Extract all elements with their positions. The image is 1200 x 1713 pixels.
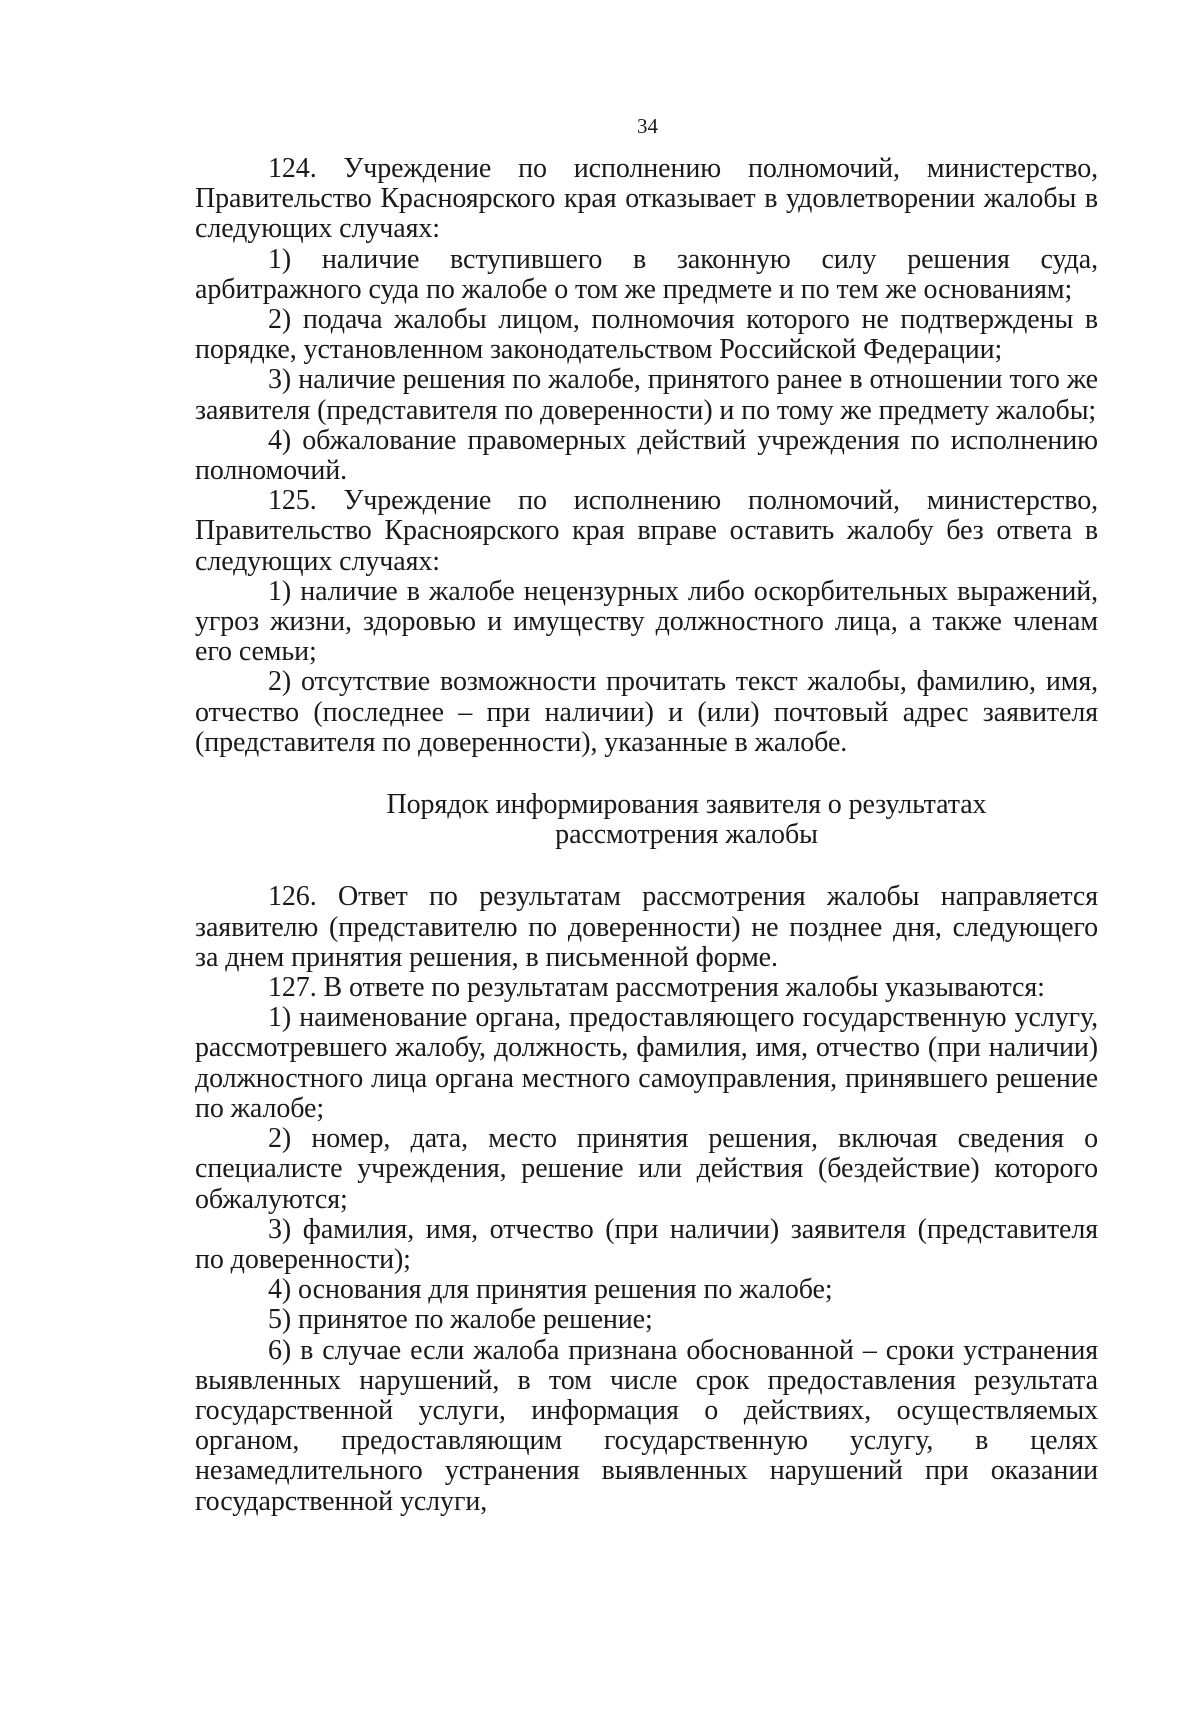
- paragraph-127: 127. В ответе по результатам рассмотрения жалобы указываются:: [268, 972, 1045, 1004]
- page-number: 34: [637, 114, 658, 138]
- paragraph-125: 125. Учреждение по исполнению полномочий, министерство, Правительство Красноярского края вправе оставить жалобу без ответа в следующих случаях:: [195, 485, 1098, 577]
- paragraph-125-item-2: 2) отсутствие возможности прочитать текст жалобы, фамилию, имя, отчество (последнее – при наличии) и (или) почтовый адрес заявителя (представителя по доверенности), указанные в жалобе.: [195, 666, 1098, 758]
- paragraph-124-item-4: 4) обжалование правомерных действий учреждения по исполнению полномочий.: [195, 424, 1098, 487]
- paragraph-127-item-5: 5) принятое по жалобе решение;: [268, 1304, 653, 1336]
- paragraph-124: 124. Учреждение по исполнению полномочий, министерство, Правительство Красноярского края отказывает в удовлетворении жалобы в следующих случаях:: [195, 153, 1098, 245]
- section-heading-line-1: Порядок информирования заявителя о результатах: [386, 789, 987, 821]
- section-heading-line-2: рассмотрения жалобы: [555, 819, 818, 851]
- paragraph-124-item-3: 3) наличие решения по жалобе, принятого ранее в отношении того же заявителя (представителя по доверенности) и по тому же предмету жалобы;: [195, 364, 1098, 426]
- paragraph-127-item-1: 1) наименование органа, предоставляющего государственную услугу, рассмотревшего жалобу, должность, фамилия, имя, отчество (при наличии) должностного лица органа местного самоуправления, принявшего решение по жалобе;: [195, 1002, 1098, 1124]
- section-heading: [195, 790, 1098, 850]
- paragraph-124-item-2: 2) подача жалобы лицом, полномочия которого не подтверждены в порядке, установленном законодательством Российской Федерации;: [195, 304, 1098, 366]
- paragraph-125-item-1: 1) наличие в жалобе нецензурных либо оскорбительных выражений, угроз жизни, здоровью и имуществу должностного лица, а также членам его семьи;: [195, 575, 1098, 668]
- paragraph-127-item-4: 4) основания для принятия решения по жалобе;: [268, 1274, 833, 1306]
- paragraph-124-item-1: 1) наличие вступившего в законную силу решения суда, арбитражного суда по жалобе о том же предмете и по тем же основаниям;: [195, 243, 1098, 305]
- paragraph-127-item-3: 3) фамилия, имя, отчество (при наличии) заявителя (представителя по доверенности);: [195, 1213, 1098, 1275]
- paragraph-127-item-6: 6) в случае если жалоба признана обоснованной – сроки устранения выявленных нарушений, в том числе срок предоставления результата государственной услуги, информация о действиях, осуществляемых органом, предоставляющим государственную услугу, в целях незамедлительного устранения выявленных нарушений при оказании государственной услуги,: [195, 1334, 1098, 1517]
- paragraph-126: 126. Ответ по результатам рассмотрения жалобы направляется заявителю (представителю по доверенности) не позднее дня, следующего за днем принятия решения, в письменной форме.: [195, 881, 1098, 973]
- paragraph-127-item-2: 2) номер, дата, место принятия решения, включая сведения о специалисте учреждения, решение или действия (бездействие) которого обжалуются;: [195, 1123, 1098, 1215]
- document-body: [195, 154, 1098, 1517]
